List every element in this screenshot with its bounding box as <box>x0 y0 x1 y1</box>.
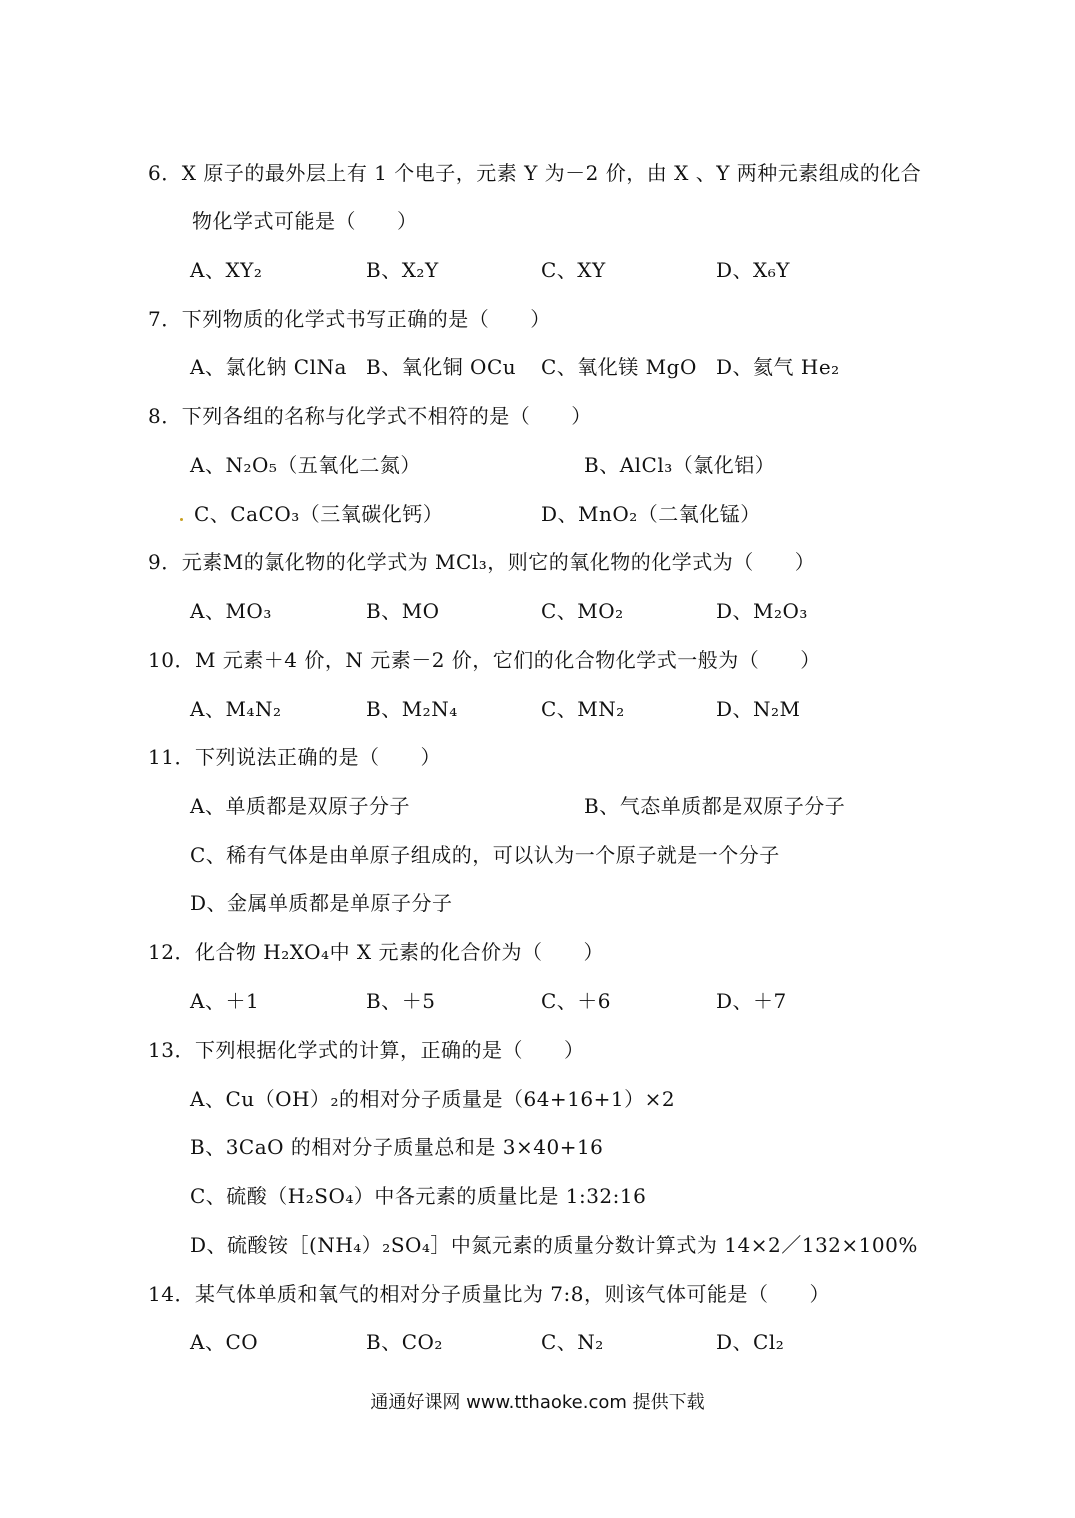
page-footer: 通通好课网 www.tthaoke.com 提供下载 <box>370 1392 705 1413</box>
question-13-stem: 13．下列根据化学式的计算，正确的是（ ） <box>148 1038 585 1062</box>
question-14-option-c: C、N₂ <box>541 1330 604 1354</box>
question-12-option-c: C、＋6 <box>541 989 612 1013</box>
question-10-option-a: A、M₄N₂ <box>190 697 282 721</box>
question-6-option-b: B、X₂Y <box>366 258 439 282</box>
question-6-stem-line1: 6．X 原子的最外层上有 1 个电子，元素 Y 为－2 价，由 X 、Y 两种元素组成的化合 <box>148 161 922 185</box>
question-6-option-d: D、X₆Y <box>716 258 790 282</box>
question-8-option-a: A、N₂O₅（五氧化二氮） <box>190 453 421 477</box>
question-9-stem: 9．元素M的氯化物的化学式为 MCl₃，则它的氧化物的化学式为（ ） <box>148 550 816 574</box>
question-7-option-c: C、氧化镁 MgO <box>541 355 697 379</box>
question-10-option-c: C、MN₂ <box>541 697 625 721</box>
question-6-option-c: C、XY <box>541 258 606 282</box>
question-13-option-a: A、Cu（OH）₂的相对分子质量是（64+16+1）×2 <box>190 1087 676 1111</box>
question-7-option-b: B、氧化铜 OCu <box>366 355 517 379</box>
question-11-option-c: C、稀有气体是由单原子组成的，可以认为一个原子就是一个分子 <box>190 843 780 867</box>
question-13-option-b: B、3CaO 的相对分子质量总和是 3×40+16 <box>190 1135 604 1159</box>
question-6-stem-line2: 物化学式可能是（ ） <box>192 209 418 233</box>
question-9-option-a: A、MO₃ <box>190 599 272 623</box>
question-7-stem: 7．下列物质的化学式书写正确的是（ ） <box>148 307 551 331</box>
question-14-option-d: D、Cl₂ <box>716 1330 785 1354</box>
question-11-option-d: D、金属单质都是单原子分子 <box>190 891 453 915</box>
question-14-option-b: B、CO₂ <box>366 1330 443 1354</box>
question-14-stem: 14．某气体单质和氧气的相对分子质量比为 7:8，则该气体可能是（ ） <box>148 1282 830 1306</box>
question-12-option-d: D、＋7 <box>716 989 787 1013</box>
question-10-stem: 10．M 元素＋4 价，N 元素－2 价，它们的化合物化学式一般为（ ） <box>148 648 821 672</box>
question-11-option-b: B、气态单质都是双原子分子 <box>584 794 846 818</box>
question-11-stem: 11．下列说法正确的是（ ） <box>148 745 441 769</box>
question-9-option-c: C、MO₂ <box>541 599 624 623</box>
question-8-option-b: B、AlCl₃（氯化铝） <box>584 453 776 477</box>
question-6-option-a: A、XY₂ <box>190 258 263 282</box>
question-12-option-a: A、＋1 <box>190 989 260 1013</box>
question-13-option-d: D、硫酸铵［(NH₄）₂SO₄］中氮元素的质量分数计算式为 14×2／132×100% <box>190 1233 918 1257</box>
question-11-option-a: A、单质都是双原子分子 <box>190 794 410 818</box>
question-7-option-d: D、氦气 He₂ <box>716 355 840 379</box>
question-8-stem: 8．下列各组的名称与化学式不相符的是（ ） <box>148 404 592 428</box>
question-10-option-d: D、N₂M <box>716 697 801 721</box>
question-10-option-b: B、M₂N₄ <box>366 697 458 721</box>
question-9-option-b: B、MO <box>366 599 440 623</box>
question-9-option-d: D、M₂O₃ <box>716 599 808 623</box>
stray-dot <box>180 518 183 521</box>
question-8-option-d: D、MnO₂（二氧化锰） <box>541 502 761 526</box>
question-12-stem: 12．化合物 H₂XO₄中 X 元素的化合价为（ ） <box>148 940 605 964</box>
question-14-option-a: A、CO <box>190 1330 259 1354</box>
question-8-option-c: C、CaCO₃（三氧碳化钙） <box>194 502 444 526</box>
question-13-option-c: C、硫酸（H₂SO₄）中各元素的质量比是 1:32:16 <box>190 1184 647 1208</box>
question-12-option-b: B、＋5 <box>366 989 436 1013</box>
question-7-option-a: A、氯化钠 ClNa <box>190 355 347 379</box>
